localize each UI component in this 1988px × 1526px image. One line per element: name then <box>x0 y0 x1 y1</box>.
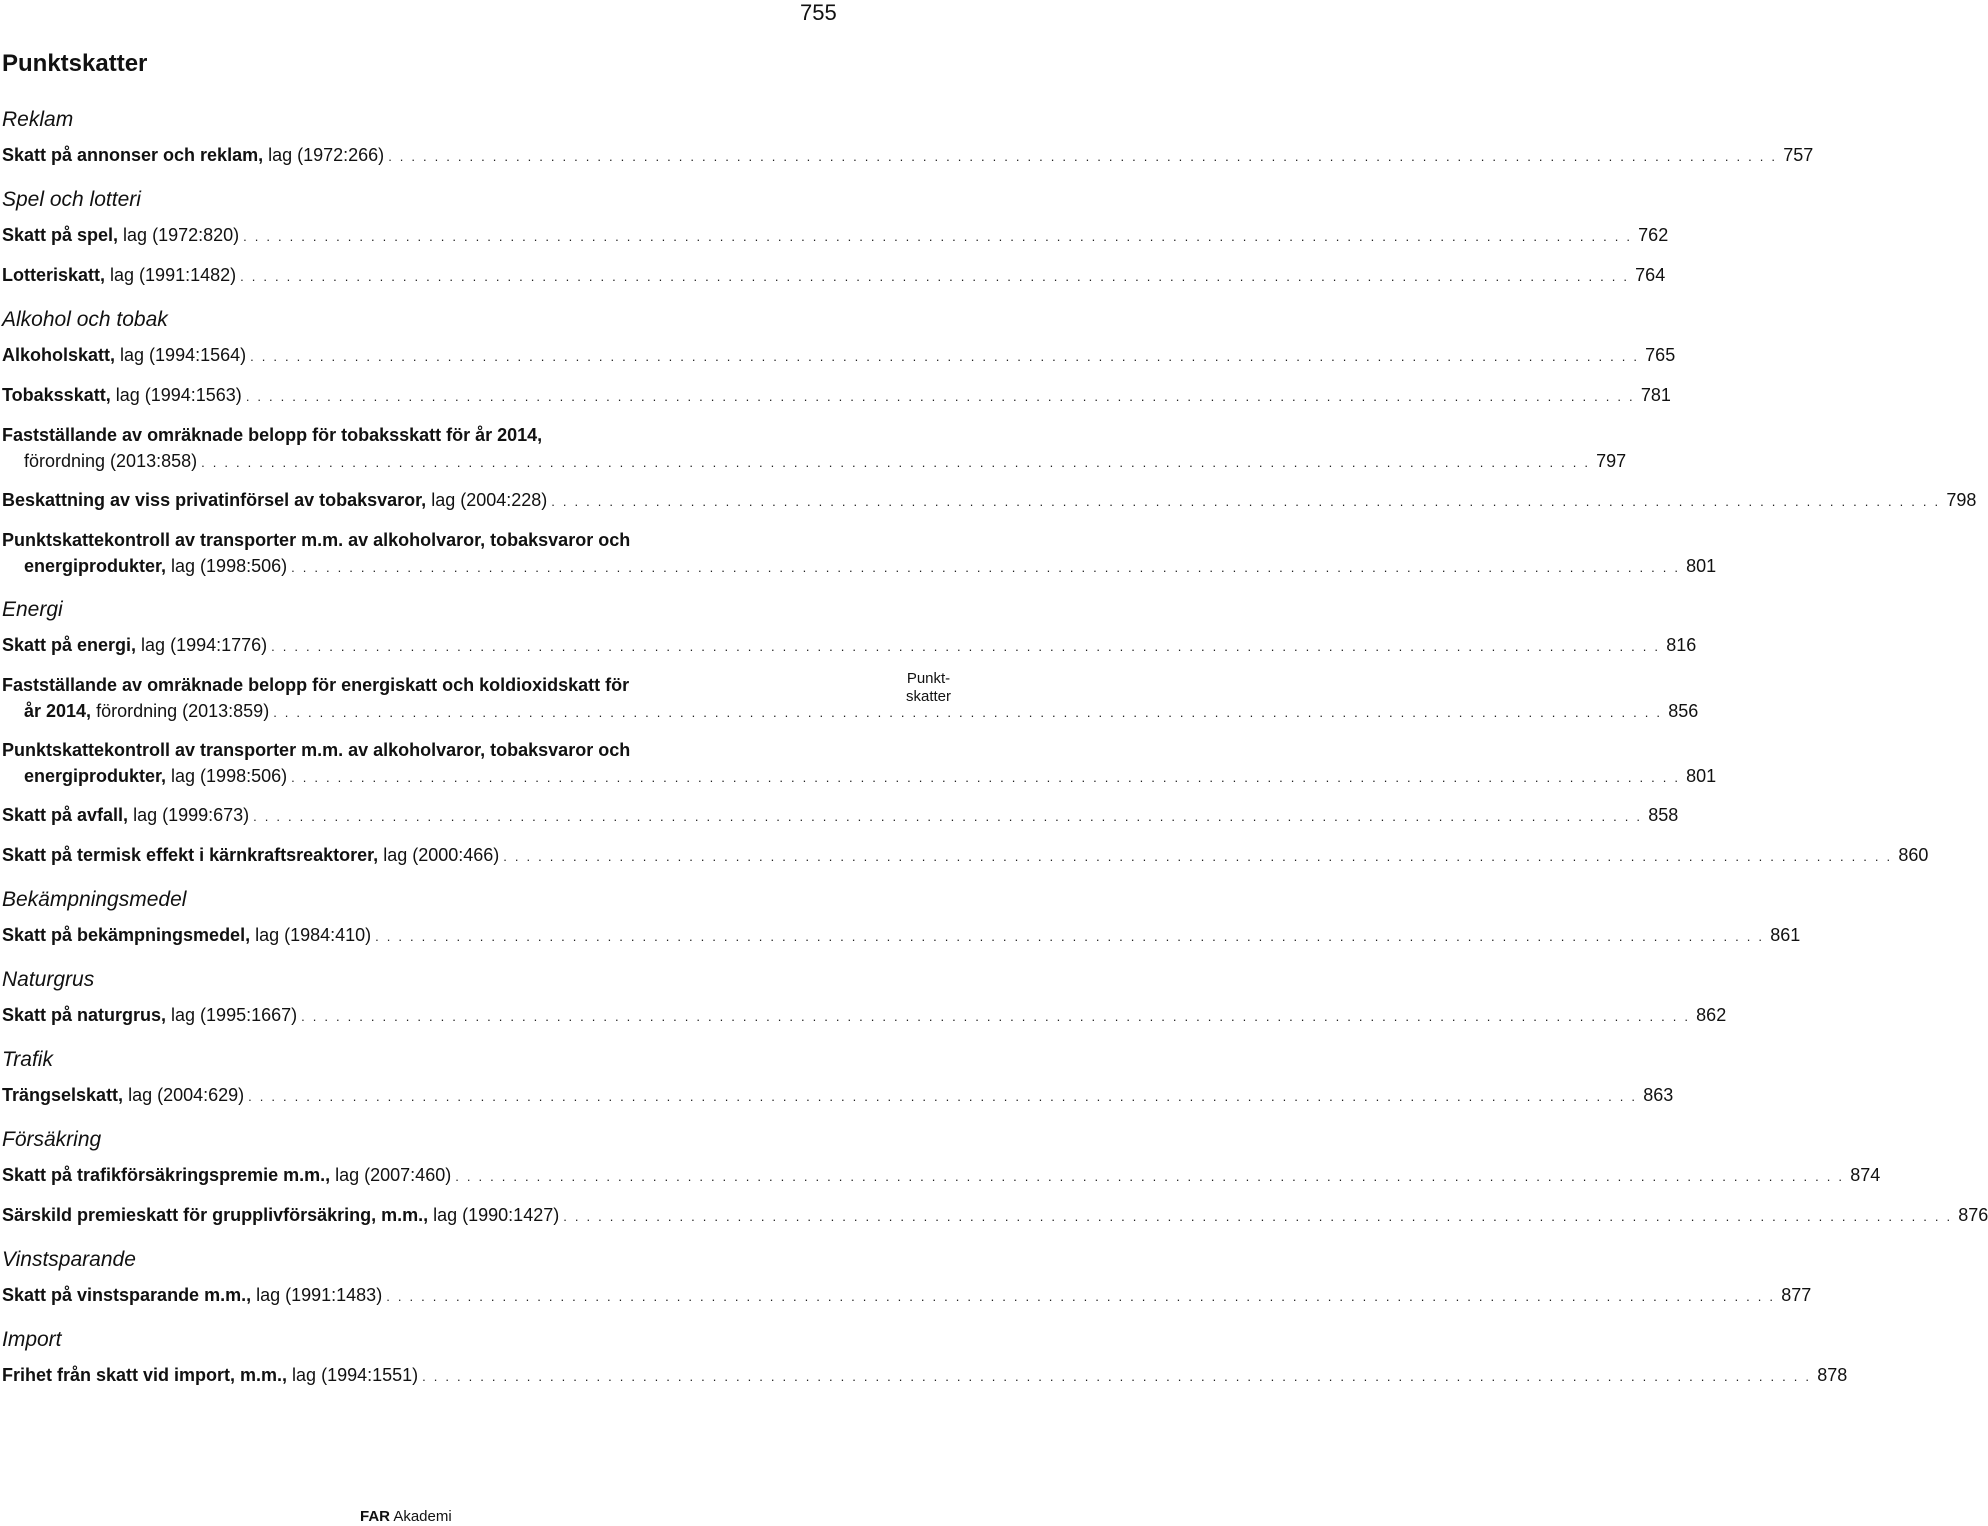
toc-entry-law: lag (2000:466) <box>378 845 500 865</box>
toc-entry-text <box>24 763 287 789</box>
toc-entry-page: 798 <box>1946 490 1977 510</box>
toc-entry-page: 877 <box>1781 1285 1812 1305</box>
toc-entry <box>2 487 1977 513</box>
toc-entry <box>2 1362 1848 1388</box>
toc-entry-law: lag (1984:410) <box>250 925 372 945</box>
toc-entry-page: 797 <box>1596 451 1627 471</box>
dot-leader: . . . . . . . . . . . . . . . . . . . . . . . . . . . . . . . . . . . . . . . . . . . . . . . . . . . . . . . . . . . . . . . . . . . . . . . . . . . . . . . . . . . . . . . . . . . . . . . . . . . . . . . . . . . . . . . . . . . . . . . . <box>563 1209 1953 1224</box>
dot-leader: . . . . . . . . . . . . . . . . . . . . . . . . . . . . . . . . . . . . . . . . . . . . . . . . . . . . . . . . . . . . . . . . . . . . . . . . . . . . . . . . . . . . . . . . . . . . . . . . . . . . . . . . . . . . . . . . . . . . . . . . <box>301 1009 1691 1024</box>
toc-entry-law: lag (2007:460) <box>330 1165 452 1185</box>
dot-leader: . . . . . . . . . . . . . . . . . . . . . . . . . . . . . . . . . . . . . . . . . . . . . . . . . . . . . . . . . . . . . . . . . . . . . . . . . . . . . . . . . . . . . . . . . . . . . . . . . . . . . . . . . . . . . . . . . . . . . . . . <box>248 1089 1638 1104</box>
toc-entry-row <box>2 922 1801 948</box>
footer-publisher <box>360 1508 452 1525</box>
toc-entry-law: lag (1991:1482) <box>105 265 237 285</box>
toc-entry-law: förordning (2013:858) <box>24 451 198 471</box>
toc-entry <box>2 802 1679 828</box>
toc-entry-title: år 2014, <box>24 701 92 721</box>
toc-entry-page: 801 <box>1686 556 1717 576</box>
toc-entry-text <box>2 1082 244 1108</box>
section-heading: Trafik <box>2 1048 53 1071</box>
toc-entry-text <box>2 487 547 513</box>
toc-entry-title: Skatt på termisk effekt i kärnkraftsreaktorer, <box>2 845 379 865</box>
toc-entry-title: Frihet från skatt vid import, m.m., <box>2 1365 288 1385</box>
toc-entry-text <box>2 1202 559 1228</box>
toc-entry-page: 801 <box>1686 766 1717 786</box>
toc-entry-text <box>2 1362 418 1388</box>
toc-entry-row <box>2 698 1699 724</box>
toc-entry-page: 874 <box>1850 1165 1881 1185</box>
toc-entry-law: lag (1991:1483) <box>251 1285 383 1305</box>
section-heading: Alkohol och tobak <box>2 308 168 331</box>
toc-entry-page: 860 <box>1898 845 1929 865</box>
dot-leader: . . . . . . . . . . . . . . . . . . . . . . . . . . . . . . . . . . . . . . . . . . . . . . . . . . . . . . . . . . . . . . . . . . . . . . . . . . . . . . . . . . . . . . . . . . . . . . . . . . . . . . . . . . . . . . . . . . . . . . . . <box>253 809 1643 824</box>
toc-entry <box>2 1082 1674 1108</box>
toc-entry-page: 856 <box>1668 701 1699 721</box>
section-heading: Vinstsparande <box>2 1248 136 1271</box>
toc-entry <box>2 842 1929 868</box>
toc-entry-page: 781 <box>1640 385 1671 405</box>
toc-entry-page: 764 <box>1635 265 1666 285</box>
toc-entry-title: Skatt på energi, <box>2 635 137 655</box>
toc-entry-title-line: Fastställande av omräknade belopp för tobaksskatt för år 2014, <box>2 425 543 445</box>
toc-entry-law: lag (1972:266) <box>263 145 385 165</box>
toc-entry-row <box>2 1362 1848 1388</box>
toc-entry <box>2 1162 1881 1188</box>
toc-entry <box>2 632 1697 658</box>
page-number: 755 <box>800 0 837 25</box>
toc-entry-page: 816 <box>1666 635 1697 655</box>
toc-entry-title: energiprodukter, <box>24 556 167 576</box>
toc-entry-law: lag (2004:629) <box>123 1085 245 1105</box>
toc-entry <box>2 922 1801 948</box>
toc-entry-text <box>2 842 499 868</box>
toc-entry-text <box>2 1282 382 1308</box>
toc-entry <box>2 262 1666 288</box>
toc-entry-title: Skatt på naturgrus, <box>2 1005 167 1025</box>
dot-leader: . . . . . . . . . . . . . . . . . . . . . . . . . . . . . . . . . . . . . . . . . . . . . . . . . . . . . . . . . . . . . . . . . . . . . . . . . . . . . . . . . . . . . . . . . . . . . . . . . . . . . . . . . . . . . . . . . . . . . . . . <box>551 494 1941 509</box>
section-heading: Import <box>2 1328 62 1351</box>
dot-leader: . . . . . . . . . . . . . . . . . . . . . . . . . . . . . . . . . . . . . . . . . . . . . . . . . . . . . . . . . . . . . . . . . . . . . . . . . . . . . . . . . . . . . . . . . . . . . . . . . . . . . . . . . . . . . . . . . . . . . . . . <box>422 1369 1812 1384</box>
toc-entry-law: lag (1995:1667) <box>166 1005 298 1025</box>
toc-entry-text <box>2 142 384 168</box>
dot-leader: . . . . . . . . . . . . . . . . . . . . . . . . . . . . . . . . . . . . . . . . . . . . . . . . . . . . . . . . . . . . . . . . . . . . . . . . . . . . . . . . . . . . . . . . . . . . . . . . . . . . . . . . . . . . . . . . . . . . . . . . <box>245 389 1635 404</box>
dot-leader: . . . . . . . . . . . . . . . . . . . . . . . . . . . . . . . . . . . . . . . . . . . . . . . . . . . . . . . . . . . . . . . . . . . . . . . . . . . . . . . . . . . . . . . . . . . . . . . . . . . . . . . . . . . . . . . . . . . . . . . . <box>386 1289 1776 1304</box>
section-heading: Spel och lotteri <box>2 188 141 211</box>
toc-entry-text <box>24 698 269 724</box>
toc-entry <box>2 1202 1988 1228</box>
toc-entry-text <box>2 222 239 248</box>
dot-leader: . . . . . . . . . . . . . . . . . . . . . . . . . . . . . . . . . . . . . . . . . . . . . . . . . . . . . . . . . . . . . . . . . . . . . . . . . . . . . . . . . . . . . . . . . . . . . . . . . . . . . . . . . . . . . . . . . . . . . . . . <box>375 929 1765 944</box>
toc-entry-law: lag (1972:820) <box>118 225 240 245</box>
toc-entry-row <box>2 342 1676 368</box>
toc-entry-law: lag (1990:1427) <box>428 1205 560 1225</box>
toc-entry-row <box>2 1282 1812 1308</box>
toc-entry-row <box>2 1002 1727 1028</box>
toc-entry-text <box>2 632 267 658</box>
section-heading: Försäkring <box>2 1128 102 1151</box>
toc-entry-title: Skatt på vinstsparande m.m., <box>2 1285 252 1305</box>
toc-entry-law: lag (1994:1563) <box>110 385 242 405</box>
toc-entry-row <box>2 802 1679 828</box>
toc-entry-law: lag (1994:1776) <box>136 635 268 655</box>
toc-entry-row <box>2 448 1627 474</box>
toc-entry-title: Lotteriskatt, <box>2 265 106 285</box>
section-heading: Energi <box>2 598 63 621</box>
toc-entry-row <box>2 632 1697 658</box>
toc-entry <box>2 382 1671 408</box>
toc-entry-page: 765 <box>1645 345 1676 365</box>
toc-entry-title-line: Punktskattekontroll av transporter m.m. av alkoholvaror, tobaksvaror och <box>2 530 631 550</box>
toc-entry-title: Beskattning av viss privatinförsel av tobaksvaror, <box>2 490 427 510</box>
toc-entry-law: lag (1994:1564) <box>115 345 247 365</box>
toc-entry-row <box>2 553 1717 579</box>
toc-entry-title: Skatt på trafikförsäkringspremie m.m., <box>2 1165 331 1185</box>
toc-entry-page: 861 <box>1770 925 1801 945</box>
toc-entry-text <box>2 802 249 828</box>
toc-entry-law: lag (1994:1551) <box>287 1365 419 1385</box>
toc-entry-row <box>2 142 1814 168</box>
toc-entry-row <box>2 1082 1674 1108</box>
toc-entry-title: Tobaksskatt, <box>2 385 111 405</box>
dot-leader: . . . . . . . . . . . . . . . . . . . . . . . . . . . . . . . . . . . . . . . . . . . . . . . . . . . . . . . . . . . . . . . . . . . . . . . . . . . . . . . . . . . . . . . . . . . . . . . . . . . . . . . . . . . . . . . . . . . . . . . . <box>240 269 1630 284</box>
page-title: Punktskatter <box>2 50 148 77</box>
dot-leader: . . . . . . . . . . . . . . . . . . . . . . . . . . . . . . . . . . . . . . . . . . . . . . . . . . . . . . . . . . . . . . . . . . . . . . . . . . . . . . . . . . . . . . . . . . . . . . . . . . . . . . . . . . . . . . . . . . . . . . . . <box>273 705 1663 720</box>
toc-entry <box>2 1282 1812 1308</box>
section-heading: Bekämpningsmedel <box>2 888 187 911</box>
toc-entry-text <box>24 553 287 579</box>
toc-entry-law: förordning (2013:859) <box>91 701 270 721</box>
toc-entry-text <box>2 342 246 368</box>
toc-entry-row <box>2 842 1929 868</box>
dot-leader: . . . . . . . . . . . . . . . . . . . . . . . . . . . . . . . . . . . . . . . . . . . . . . . . . . . . . . . . . . . . . . . . . . . . . . . . . . . . . . . . . . . . . . . . . . . . . . . . . . . . . . . . . . . . . . . . . . . . . . . . <box>503 849 1893 864</box>
toc-entry-page: 858 <box>1648 805 1679 825</box>
toc-entry-law: lag (2004:228) <box>426 490 548 510</box>
dot-leader: . . . . . . . . . . . . . . . . . . . . . . . . . . . . . . . . . . . . . . . . . . . . . . . . . . . . . . . . . . . . . . . . . . . . . . . . . . . . . . . . . . . . . . . . . . . . . . . . . . . . . . . . . . . . . . . . . . . . . . . . <box>271 639 1661 654</box>
toc-entry <box>2 527 1717 579</box>
side-tab-line2: skatter <box>906 688 952 705</box>
toc-entry <box>2 342 1676 368</box>
footer-bold: FAR <box>360 1508 390 1525</box>
toc-entry <box>2 737 1717 789</box>
toc-entry-title: energiprodukter, <box>24 766 167 786</box>
toc-entry <box>2 1002 1727 1028</box>
toc-entry-law: lag (1999:673) <box>128 805 250 825</box>
toc-entry-law: lag (1998:506) <box>166 766 288 786</box>
toc-entry-law: lag (1998:506) <box>166 556 288 576</box>
dot-leader: . . . . . . . . . . . . . . . . . . . . . . . . . . . . . . . . . . . . . . . . . . . . . . . . . . . . . . . . . . . . . . . . . . . . . . . . . . . . . . . . . . . . . . . . . . . . . . . . . . . . . . . . . . . . . . . . . . . . . . . . <box>455 1169 1845 1184</box>
side-tab-line1: Punkt- <box>906 670 951 687</box>
dot-leader: . . . . . . . . . . . . . . . . . . . . . . . . . . . . . . . . . . . . . . . . . . . . . . . . . . . . . . . . . . . . . . . . . . . . . . . . . . . . . . . . . . . . . . . . . . . . . . . . . . . . . . . . . . . . . . . . . . . . . . . . <box>201 455 1591 470</box>
toc-entry-text <box>2 262 236 288</box>
toc-entry-title: Skatt på avfall, <box>2 805 129 825</box>
toc-entry-text <box>2 922 371 948</box>
toc-entry-row <box>2 1202 1988 1228</box>
toc-entry-text <box>2 382 242 408</box>
toc-entry <box>2 142 1814 168</box>
toc-entry-row <box>2 487 1977 513</box>
toc-entry-title: Särskild premieskatt för grupplivförsäkring, m.m., <box>2 1205 429 1225</box>
toc-entry-page: 862 <box>1696 1005 1727 1025</box>
toc-entry-title: Skatt på annonser och reklam, <box>2 145 264 165</box>
dot-leader: . . . . . . . . . . . . . . . . . . . . . . . . . . . . . . . . . . . . . . . . . . . . . . . . . . . . . . . . . . . . . . . . . . . . . . . . . . . . . . . . . . . . . . . . . . . . . . . . . . . . . . . . . . . . . . . . . . . . . . . . <box>250 349 1640 364</box>
dot-leader: . . . . . . . . . . . . . . . . . . . . . . . . . . . . . . . . . . . . . . . . . . . . . . . . . . . . . . . . . . . . . . . . . . . . . . . . . . . . . . . . . . . . . . . . . . . . . . . . . . . . . . . . . . . . . . . . . . . . . . . . <box>388 149 1778 164</box>
toc-entry-page: 762 <box>1638 225 1669 245</box>
toc-entry <box>2 422 1627 474</box>
toc-entry <box>2 222 1669 248</box>
toc-entry-text <box>2 1002 297 1028</box>
toc-entry-title: Alkoholskatt, <box>2 345 116 365</box>
toc-entry-row <box>2 763 1717 789</box>
toc-entry-title: Skatt på bekämpningsmedel, <box>2 925 251 945</box>
dot-leader: . . . . . . . . . . . . . . . . . . . . . . . . . . . . . . . . . . . . . . . . . . . . . . . . . . . . . . . . . . . . . . . . . . . . . . . . . . . . . . . . . . . . . . . . . . . . . . . . . . . . . . . . . . . . . . . . . . . . . . . . <box>243 229 1633 244</box>
dot-leader: . . . . . . . . . . . . . . . . . . . . . . . . . . . . . . . . . . . . . . . . . . . . . . . . . . . . . . . . . . . . . . . . . . . . . . . . . . . . . . . . . . . . . . . . . . . . . . . . . . . . . . . . . . . . . . . . . . . . . . . . <box>291 770 1681 785</box>
toc-entry-text <box>2 1162 451 1188</box>
toc-entry-row <box>2 262 1666 288</box>
dot-leader: . . . . . . . . . . . . . . . . . . . . . . . . . . . . . . . . . . . . . . . . . . . . . . . . . . . . . . . . . . . . . . . . . . . . . . . . . . . . . . . . . . . . . . . . . . . . . . . . . . . . . . . . . . . . . . . . . . . . . . . . <box>291 560 1681 575</box>
toc-entry-title: Trängselskatt, <box>2 1085 124 1105</box>
toc-entry-page: 878 <box>1817 1365 1848 1385</box>
toc-entry-title-line: Fastställande av omräknade belopp för energiskatt och koldioxidskatt för <box>2 675 630 695</box>
section-heading: Reklam <box>2 108 74 131</box>
toc-entry-text <box>24 448 197 474</box>
toc-entry-row <box>2 382 1671 408</box>
toc-entry-row <box>2 222 1669 248</box>
toc-entry-title: Skatt på spel, <box>2 225 119 245</box>
toc-entry-page: 876 <box>1958 1205 1988 1225</box>
side-tab <box>906 670 951 706</box>
toc-entry-page: 757 <box>1783 145 1814 165</box>
toc-entry-title-line: Punktskattekontroll av transporter m.m. av alkoholvaror, tobaksvaror och <box>2 740 631 760</box>
section-heading: Naturgrus <box>2 968 95 991</box>
toc-entry-row <box>2 1162 1881 1188</box>
footer-rest: Akademi <box>390 1508 452 1525</box>
toc-entry-page: 863 <box>1643 1085 1674 1105</box>
